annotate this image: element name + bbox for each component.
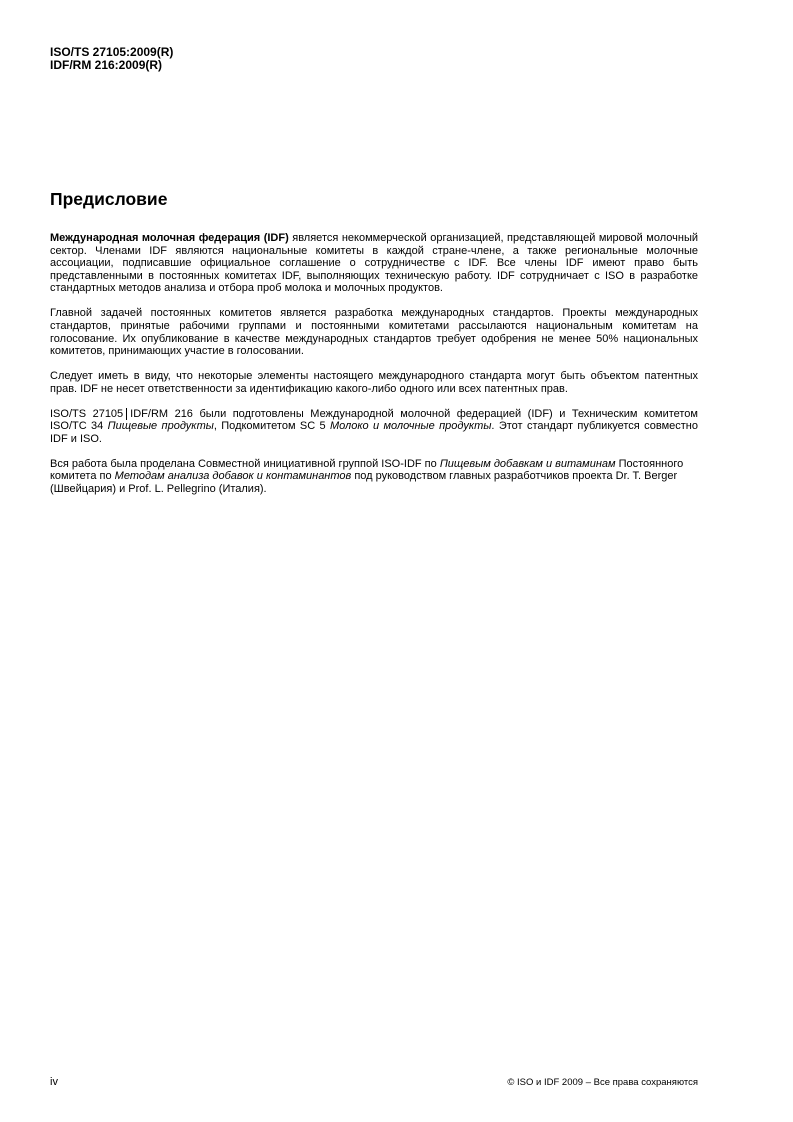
copyright-notice: © ISO и IDF 2009 – Все права сохраняются bbox=[507, 1077, 698, 1088]
group-topic-italic: Пищевым добавкам и витаминам bbox=[439, 457, 616, 470]
paragraph-text: Постоянного комитета по bbox=[50, 457, 684, 483]
paragraph-text: . Этот стандарт публикуется совместно IDF и ISO. bbox=[50, 420, 698, 445]
foreword-body bbox=[50, 232, 698, 508]
doc-ref: ISO/TS 27105 bbox=[50, 407, 124, 420]
paragraph-preparation bbox=[50, 408, 698, 446]
paragraph-text: является некоммерческой организацией, представляющей мировой молочный сектор. Членами IDF являются национальные комитеты в каждой стране-члене, а также региональные молочные ассоциации, подписавшие официальное соглашение о сотрудничестве с IDF. Все члены IDF имеют право быть представленными в постоянных комитетах IDF, выполняющих техническую работу. IDF сотрудничает с ISO в разработке стандартных методов анализа и отбора проб молока и молочных продуктов. bbox=[50, 232, 698, 295]
paragraph-workgroup bbox=[50, 458, 698, 496]
paragraph-text: , Подкомитетом SC 5 bbox=[213, 420, 330, 433]
section-title: Предисловие bbox=[50, 189, 168, 209]
idf-name-bold: Международная молочная федерация (IDF) bbox=[50, 232, 289, 244]
paragraph-text: Вся работа была проделана Совместной инициативной группой ISO-IDF по bbox=[50, 457, 440, 470]
paragraph-idf-intro bbox=[50, 232, 698, 295]
committee-topic-italic: Методам анализа добавок и контаминантов bbox=[114, 470, 352, 483]
paragraph-text: IDF/RM 216 были подготовлены Международной молочной федерацией (IDF) и Техническим комитетом ISO/TC 34 bbox=[50, 407, 698, 433]
page-number: iv bbox=[50, 1076, 58, 1088]
paragraph-committees: Главной задачей постоянных комитетов является разработка международных стандартов. Проекты международных стандартов, принятые рабочими группами и постоянными комитетами рассылаются национальным комитетам на голосование. Их опубликование в качестве международных стандартов требует одобрения не менее 50% национальных комитетов, принимающих участие в голосовании. bbox=[50, 307, 698, 358]
paragraph-text: под руководством главных разработчиков проекта Dr. T. Berger (Швейцария) и Prof. L. Pellegrino (Италия). bbox=[50, 470, 678, 496]
committee-name-italic: Пищевые продукты bbox=[107, 420, 214, 433]
header-iso-code: ISO/TS 27105:2009(R) bbox=[50, 45, 174, 59]
paragraph-patents: Следует иметь в виду, что некоторые элементы настоящего международного стандарта могут быть объектом патентных прав. IDF не несет ответственности за идентификацию какого-либо одного или всех патентных прав. bbox=[50, 370, 698, 395]
document-header bbox=[50, 46, 173, 72]
header-idf-code: IDF/RM 216:2009(R) bbox=[50, 58, 163, 72]
subcommittee-name-italic: Молоко и молочные продукты bbox=[330, 420, 492, 433]
separator-bar bbox=[126, 408, 127, 420]
